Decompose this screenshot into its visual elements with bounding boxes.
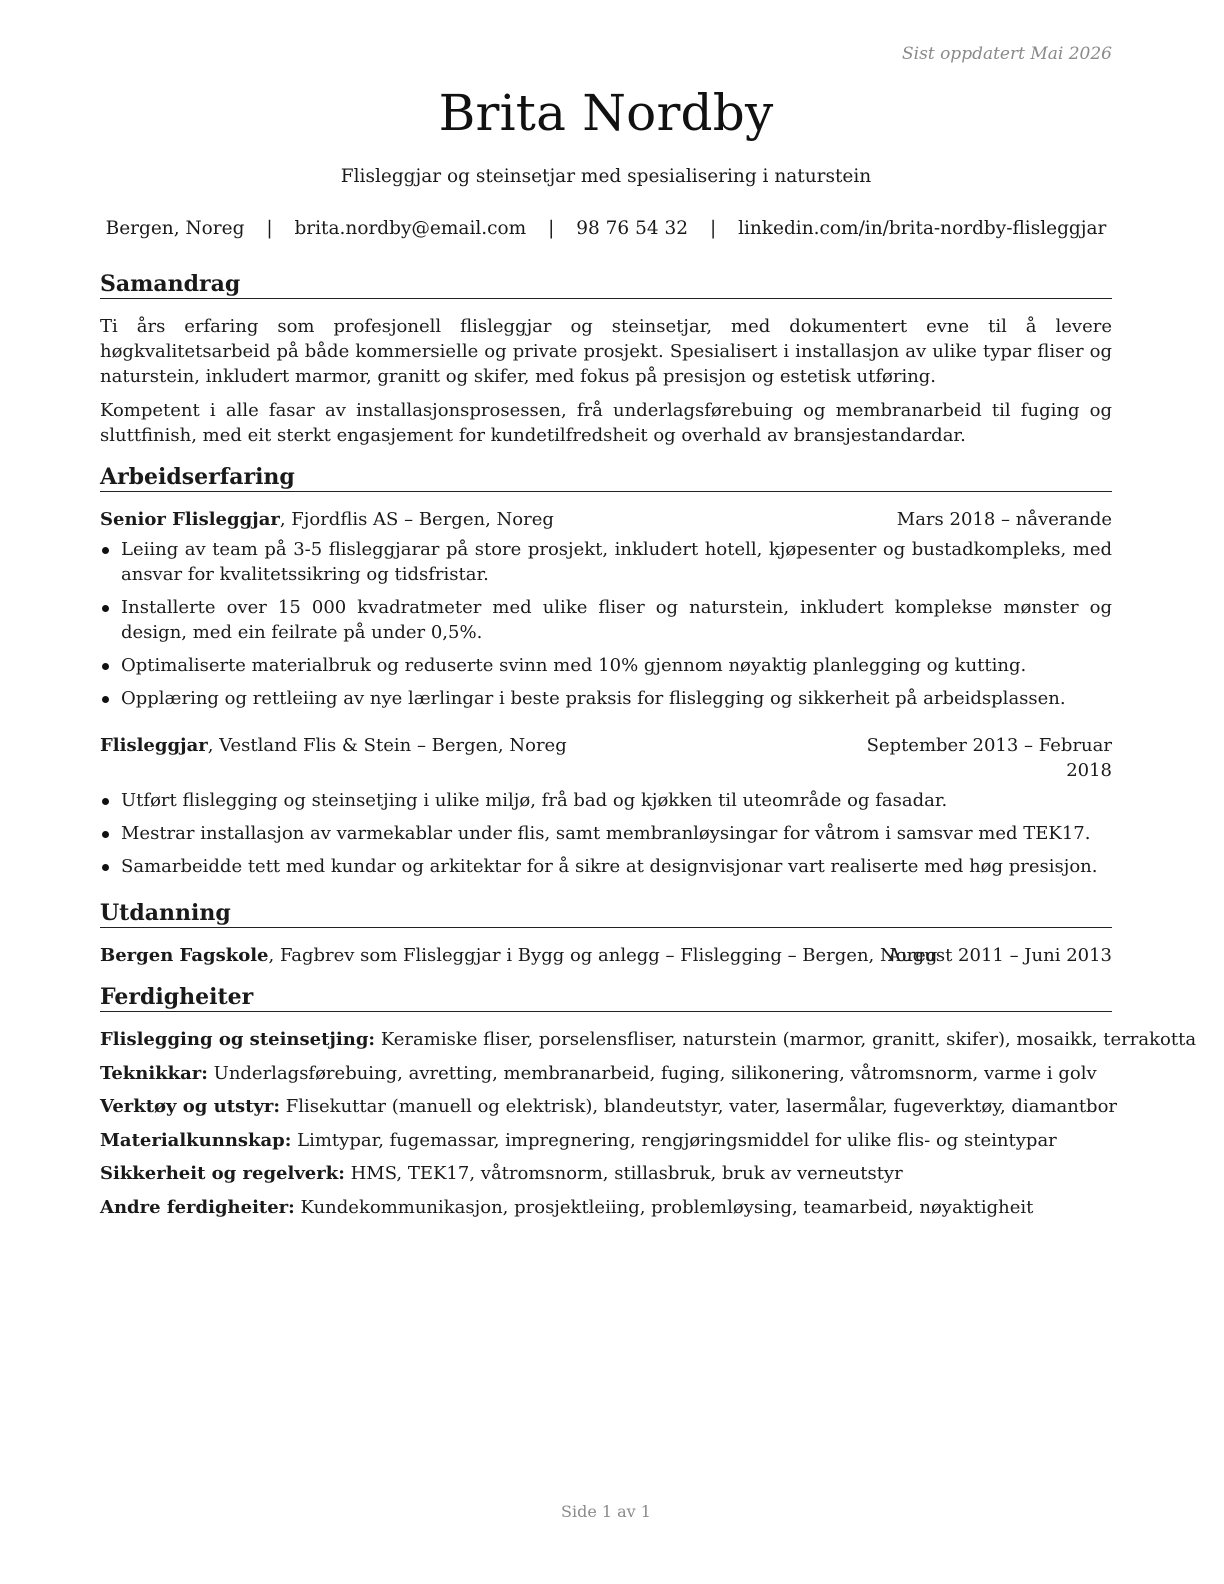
skill-label: Sikkerheit og regelverk: — [100, 1163, 345, 1184]
bullet-text: Utført flislegging og steinsetjing i ulike miljø, frå bad og kjøkken til uteområde og fasadar. — [121, 790, 948, 811]
bullet-text: Opplæring og rettleiing av nye lærlingar i beste praksis for flislegging og sikkerheit på arbeidsplassen. — [121, 688, 1066, 709]
resume-page — [100, 0, 1197, 1584]
contact-email[interactable]: brita.nordby@email.com — [294, 218, 527, 239]
skill-label: Materialkunnskap: — [100, 1129, 292, 1151]
skill-value: Limtypar, fugemassar, impregnering, rengjøringsmiddel for ulike flis- og steintypar — [291, 1129, 1057, 1151]
job-role: Flisleggjar — [100, 735, 208, 756]
skill-value: Flisekuttar (manuell og elektrisk), blandeutstyr, vater, lasermålar, fugeverktøy, diamantbor — [280, 1096, 1118, 1117]
list-item — [100, 788, 1112, 813]
section-title-experience: Arbeidserfaring — [100, 463, 1112, 492]
bullet-icon — [102, 798, 109, 805]
job-dates — [867, 733, 1112, 783]
skill-value: HMS, TEK17, våtromsnorm, stillasbruk, bruk av verneutstyr — [344, 1163, 903, 1184]
last-updated: Sist oppdatert Mai 2026 — [902, 44, 1112, 64]
skill-row — [100, 1161, 1112, 1186]
job-company: , Vestland Flis & Stein – Bergen, Noreg — [207, 735, 567, 756]
list-item — [100, 537, 1112, 587]
bullet-icon — [102, 696, 109, 703]
skill-row — [100, 1094, 1118, 1119]
candidate-name: Brita Nordby — [438, 84, 774, 142]
section-title-education: Utdanning — [100, 899, 1112, 928]
section-title-skills: Ferdigheiter — [100, 983, 1112, 1012]
skill-row — [100, 1195, 1112, 1220]
job-role: Senior Flisleggjar — [100, 509, 280, 530]
bullet-text: Optimaliserte materialbruk og reduserte svinn med 10% gjennom nøyaktig planlegging og kutting. — [121, 655, 1027, 676]
skill-value: Underlagsførebuing, avretting, membranarbeid, fuging, silikonering, våtromsnorm, varme i golv — [207, 1062, 1097, 1084]
job-dates-line-2: 2018 — [1066, 760, 1112, 781]
bullet-icon — [102, 547, 109, 554]
contact-phone: 98 76 54 32 — [576, 218, 689, 239]
contact-separator: | — [548, 218, 555, 239]
contact-location: Bergen, Noreg — [105, 218, 245, 239]
job-bullets — [100, 788, 1112, 887]
list-item — [100, 821, 1112, 846]
job-title-line — [100, 733, 567, 758]
bullet-icon — [102, 864, 109, 871]
bullet-icon — [102, 605, 109, 612]
tagline: Flisleggjar og steinsetjar med spesialisering i naturstein — [340, 166, 872, 187]
education-detail: , Fagbrev som Flisleggjar i Bygg og anlegg – Flislegging – Bergen, Noreg — [268, 945, 938, 966]
bullet-text: Installerte over 15 000 kvadratmeter med ulike fliser og naturstein, inkludert komplekse mønster og design, med ein feilrate på under 0,5%. — [121, 597, 1112, 643]
bullet-text: Mestrar installasjon av varmekablar under flis, samt membranløysingar for våtrom i samsvar med TEK17. — [121, 823, 1091, 844]
skill-row — [100, 1128, 1112, 1153]
bullet-icon — [102, 663, 109, 670]
job-title-line — [100, 507, 554, 532]
list-item — [100, 595, 1112, 645]
education-school: Bergen Fagskole — [100, 945, 269, 966]
summary-paragraph-1: Ti års erfaring som profesjonell flisleggjar og steinsetjar, med dokumentert evne til å levere høgkvalitetsarbeid på både kommersielle og private prosjekt. Spesialisert i installasjon av ulike typar fliser og naturstein, inkludert marmor, granitt og skifer, med fokus på presisjon og estetisk utføring. — [100, 316, 1112, 387]
skill-label: Verktøy og utstyr: — [100, 1096, 281, 1117]
education-dates: August 2011 – Juni 2013 — [888, 945, 1112, 966]
skills-list — [100, 1027, 1197, 1228]
skill-value: Kundekommunikasjon, prosjektleiing, problemløysing, teamarbeid, nøyaktigheit — [294, 1196, 1034, 1218]
bullet-icon — [102, 831, 109, 838]
education-line — [100, 943, 937, 968]
skill-label: Andre ferdigheiter: — [100, 1196, 295, 1218]
skill-label: Flislegging og steinsetjing: — [100, 1029, 376, 1050]
skill-value: Keramiske fliser, porselensfliser, naturstein (marmor, granitt, skifer), mosaikk, terrakotta — [375, 1029, 1197, 1050]
summary-paragraph-2: Kompetent i alle fasar av installasjonsprosessen, frå underlagsførebuing og membranarbeid til fuging og sluttfinish, med eit sterkt engasjement for kundetilfredsheit og overhald av bransjestandardar. — [100, 400, 1112, 446]
contact-separator: | — [709, 218, 717, 239]
list-item — [100, 653, 1112, 678]
job-company: , Fjordflis AS – Bergen, Noreg — [279, 509, 554, 530]
skill-row — [100, 1027, 1197, 1052]
section-title-summary: Samandrag — [100, 270, 1112, 299]
skill-label: Teknikkar: — [100, 1062, 208, 1084]
skill-row — [100, 1061, 1112, 1086]
job-dates: Mars 2018 – nåverande — [896, 509, 1112, 530]
bullet-text: Leiing av team på 3-5 flisleggjarar på store prosjekt, inkludert hotell, kjøpesenter og bustadkompleks, med ansvar for kvalitetssikring og tidsfristar. — [121, 539, 1112, 585]
bullet-text: Samarbeidde tett med kundar og arkitektar for å sikre at designvisjonar vart realiserte med høg presisjon. — [121, 856, 1098, 877]
contact-separator: | — [266, 218, 273, 239]
contact-linkedin[interactable]: linkedin.com/in/brita-nordby-flisleggjar — [738, 218, 1107, 239]
contact-line — [100, 218, 1112, 239]
page-number: Side 1 av 1 — [561, 1502, 651, 1521]
job-dates-line-1: September 2013 – Februar — [866, 735, 1112, 756]
list-item — [100, 686, 1112, 711]
list-item — [100, 854, 1112, 879]
job-bullets — [100, 537, 1112, 719]
